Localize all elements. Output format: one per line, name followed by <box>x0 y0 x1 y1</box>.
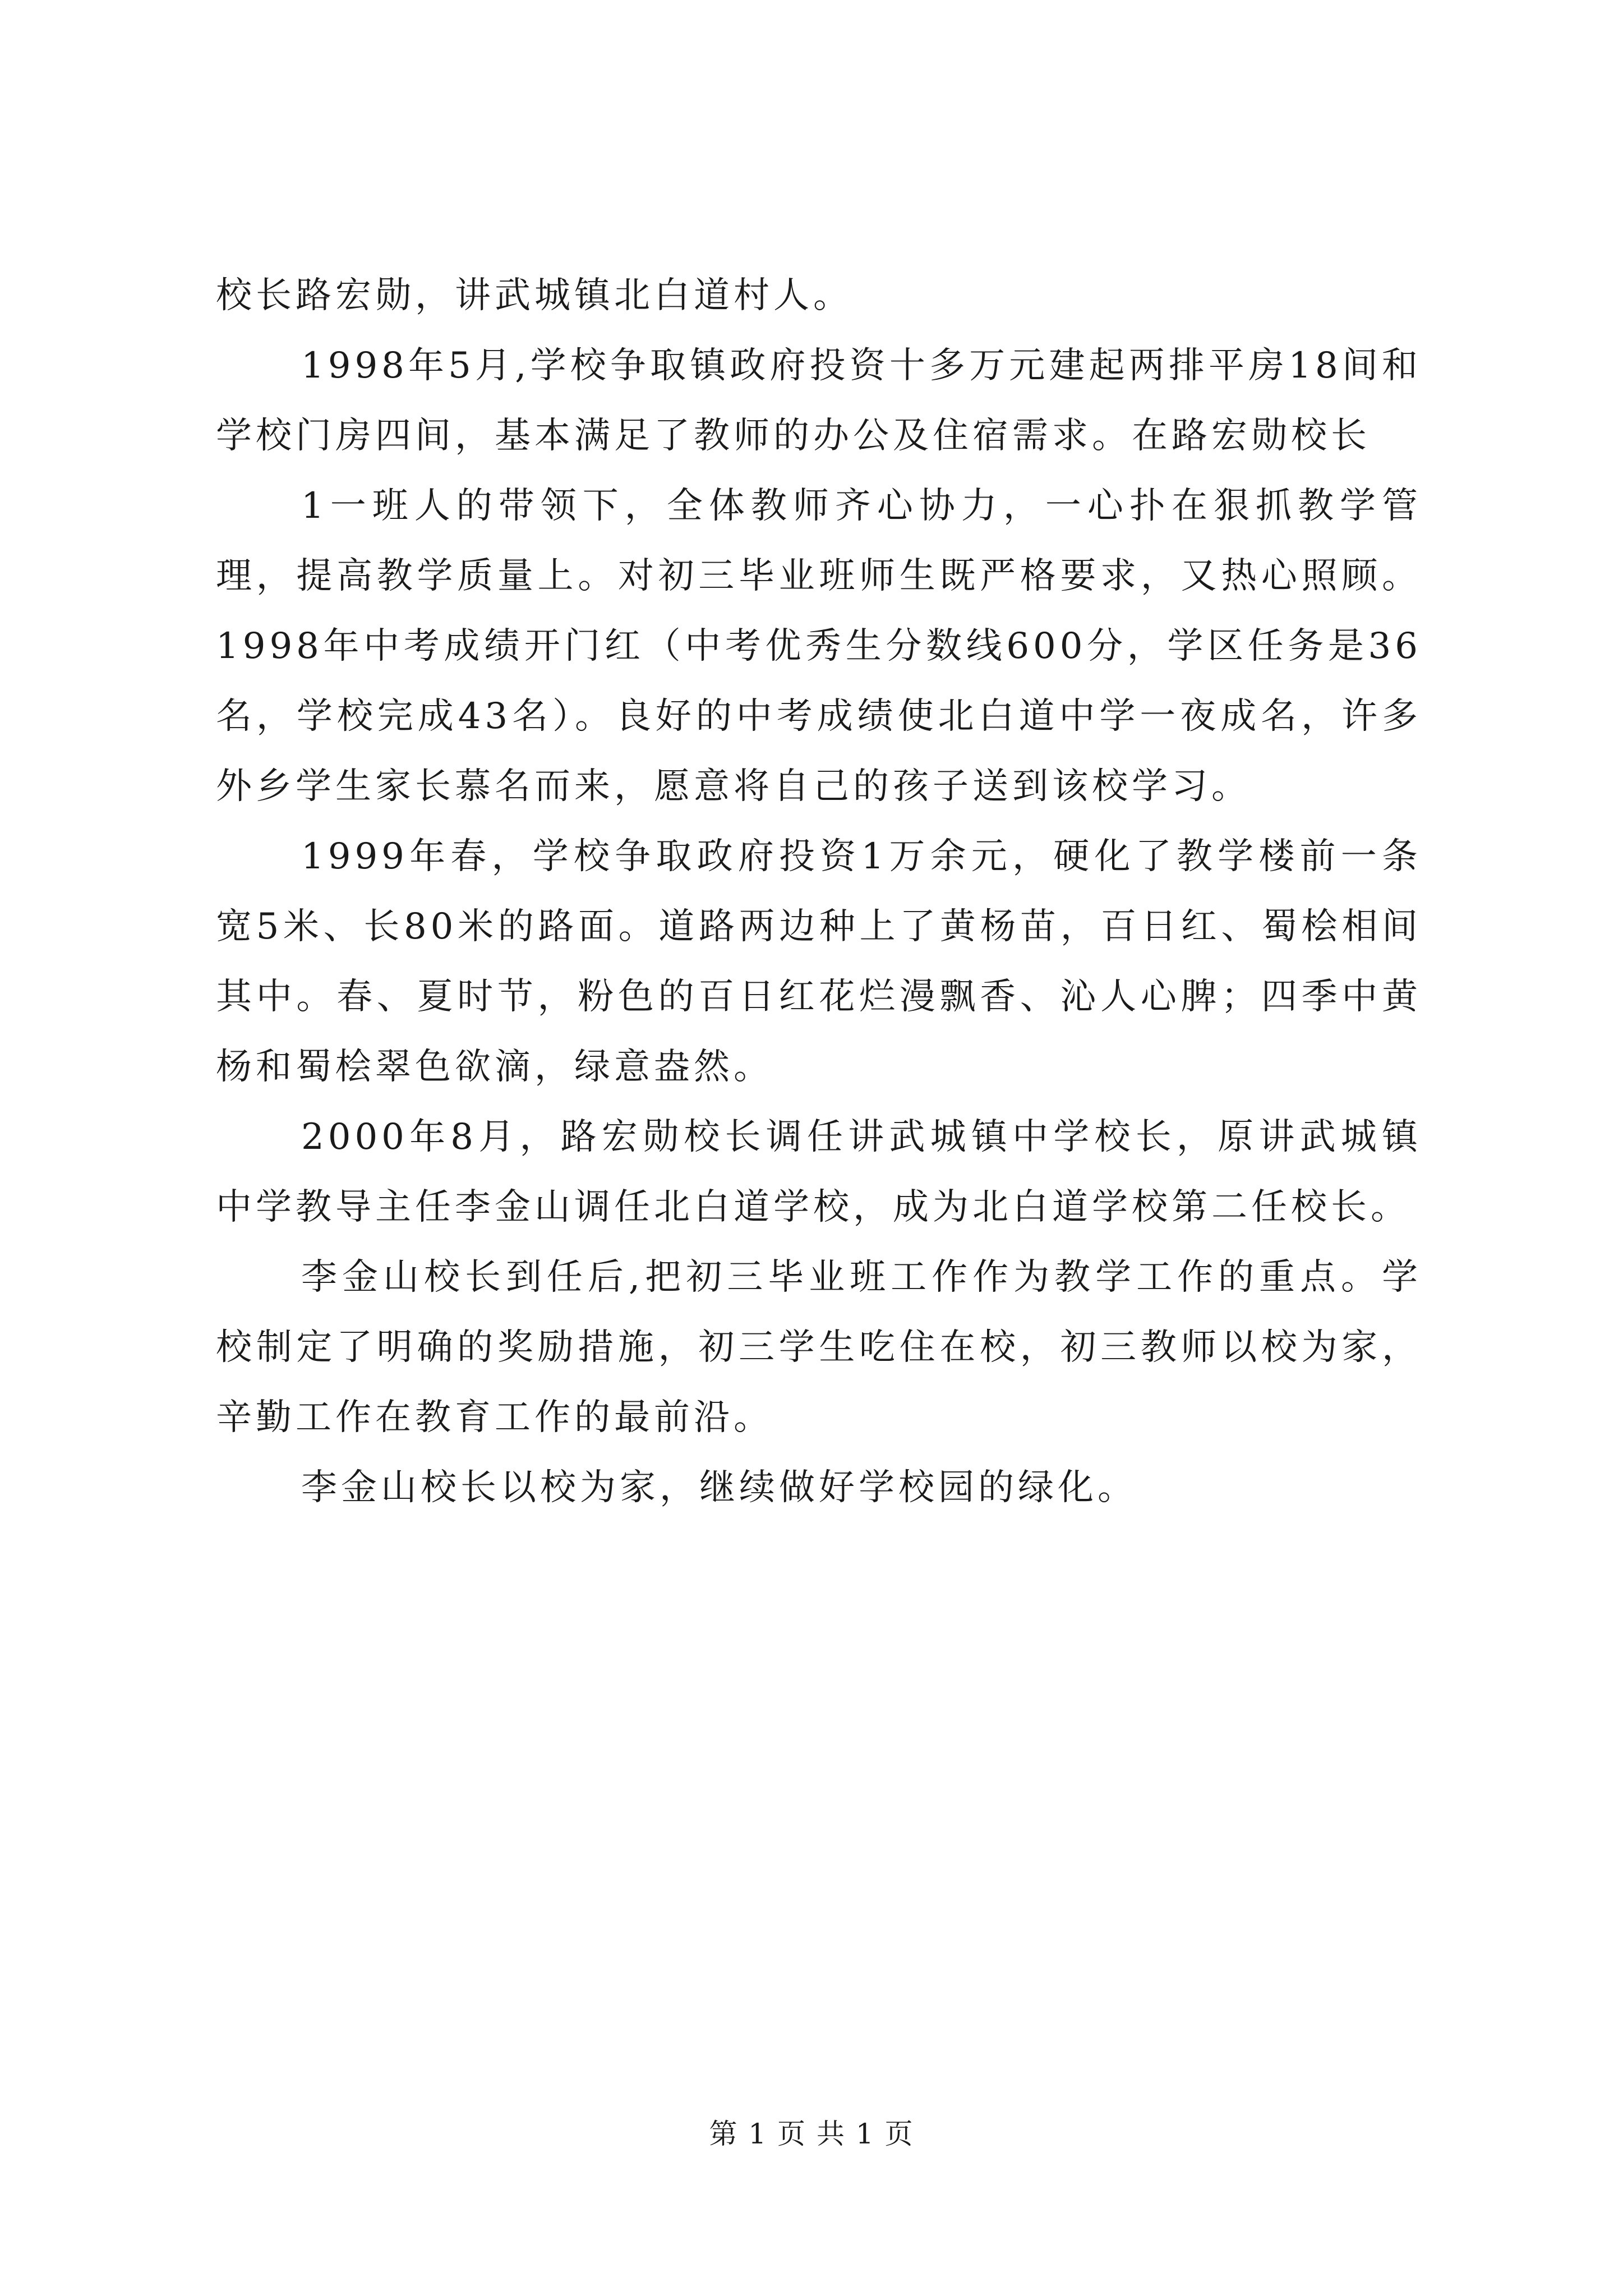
paragraph-7: 李金山校长以校为家，继续做好学校园的绿化。 <box>301 1467 1137 1508</box>
document-body <box>216 261 1422 1523</box>
paragraph-6: 李金山校长到任后,把初三毕业班工作作为教学工作的重点。学校制定了明确的奖励措施，初三学生吃住在校，初三教师以校为家，辛勤工作在教育工作的最前沿。 <box>216 1257 1422 1438</box>
paragraph-3: 1一班人的带领下，全体教师齐心协力，一心扑在狠抓教学管理，提高教学质量上。对初三毕业班师生既严格要求，又热心照顾。1998年中考成绩开门红（中考优秀生分数线600分，学区任务是36名，学校完成43名）。良好的中考成绩使北白道中学一夜成名，许多外乡学生家长慕名而来，愿意将自己的孩子送到该校学习。 <box>216 485 1422 807</box>
paragraph-4: 1999年春，学校争取政府投资1万余元，硬化了教学楼前一条宽5米、长80米的路面。道路两边种上了黄杨苗，百日红、蜀桧相间其中。春、夏时节，粉色的百日红花烂漫飘香、沁人心脾；四季中黄杨和蜀桧翠色欲滴，绿意盎然。 <box>216 836 1422 1088</box>
paragraph-1: 校长路宏勋，讲武城镇北白道村人。 <box>216 275 853 316</box>
paragraph-5: 2000年8月，路宏勋校长调任讲武城镇中学校长，原讲武城镇中学教导主任李金山调任北白道学校，成为北白道学校第二任校长。 <box>216 1116 1422 1228</box>
paragraph-2: 1998年5月,学校争取镇政府投资十多万元建起两排平房18间和学校门房四间，基本满足了教师的办公及住宿需求。在路宏勋校长 <box>216 345 1422 457</box>
page-footer: 第 1 页 共 1 页 <box>709 2118 914 2150</box>
